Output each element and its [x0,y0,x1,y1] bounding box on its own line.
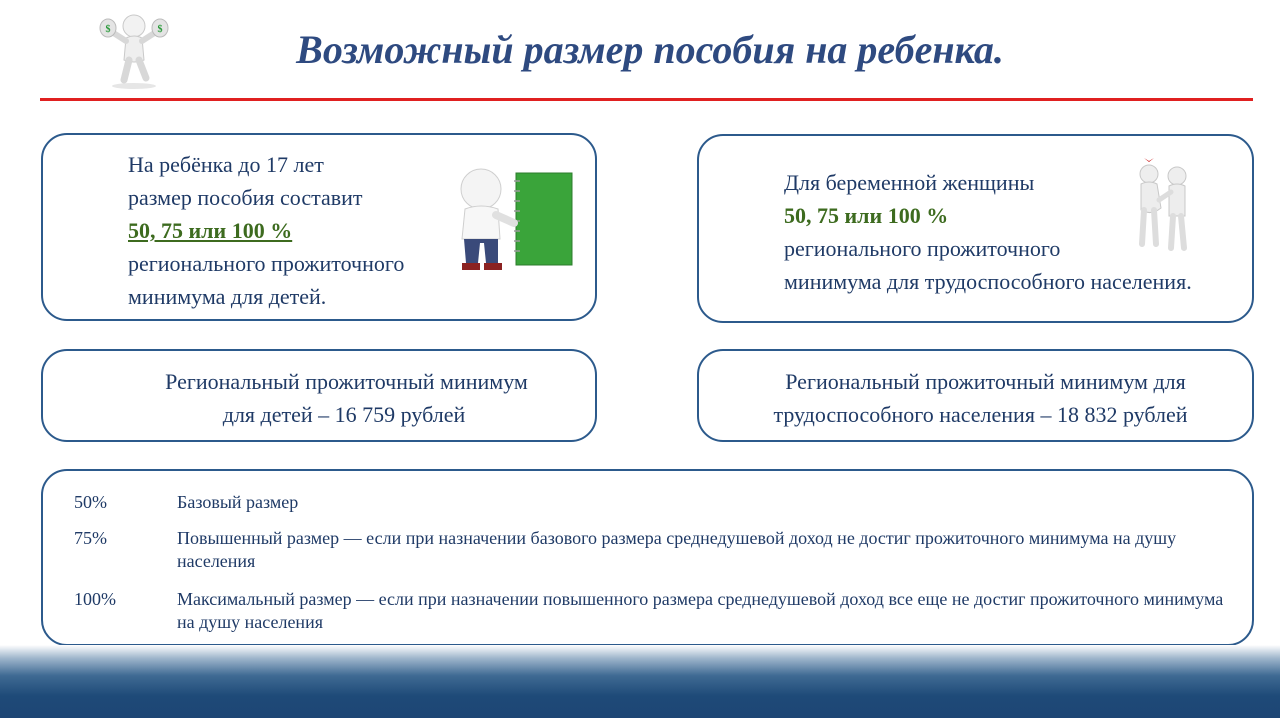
child-percent: 50, 75 или 100 % [128,218,293,243]
child-benefit-text [128,148,404,313]
pregnant-line-3: регионального прожиточного [784,236,1061,261]
child-minimum-line-1: Региональный прожиточный минимум [165,369,528,394]
pregnant-percent: 50, 75 или 100 % [784,203,949,228]
child-line-4: регионального прожиточного [128,251,405,276]
footer-gradient-band [0,645,1280,718]
couple-figure-icon [1129,158,1199,258]
level-percent: 75% [74,528,107,548]
page-title: Возможный размер пособия на ребенка. [296,27,1004,72]
child-line-1: На ребёнка до 17 лет [128,152,324,177]
child-line-5: минимума для детей. [128,284,327,309]
benefit-levels-box [41,469,1254,646]
level-description: Максимальный размер — если при назначении повышенного размера среднедушевой доход все еще не достиг прожиточного минимума на душу населения [177,589,1224,632]
figure-with-notebook-icon [448,163,578,281]
level-percent: 100% [74,589,116,609]
level-description: Повышенный размер — если при назначении базового размера среднедушевой доход не достиг прожиточного минимума на душу населения [177,528,1177,571]
svg-text:$: $ [105,24,111,35]
pregnant-line-4: минимума для трудоспособного населения. [784,269,1192,294]
child-minimum-box [41,349,597,442]
child-minimum-text [43,365,595,431]
pregnant-benefit-box [697,134,1254,323]
child-benefit-box [41,133,597,321]
mascot-money-bags-icon [98,8,170,90]
child-line-2: размер пособия составит [128,185,363,210]
title-divider [40,98,1253,101]
svg-text:$: $ [157,24,163,35]
child-minimum-line-2: для детей – 16 759 рублей [222,402,466,427]
adult-minimum-line-1: Региональный прожиточный минимум для [785,369,1186,394]
level-percent: 50% [74,492,107,512]
adult-minimum-text [699,365,1252,431]
pregnant-line-1: Для беременной женщины [784,170,1035,195]
adult-minimum-box [697,349,1254,442]
adult-minimum-line-2: трудоспособного населения – 18 832 рублей [773,402,1188,427]
level-description: Базовый размер [177,492,299,512]
